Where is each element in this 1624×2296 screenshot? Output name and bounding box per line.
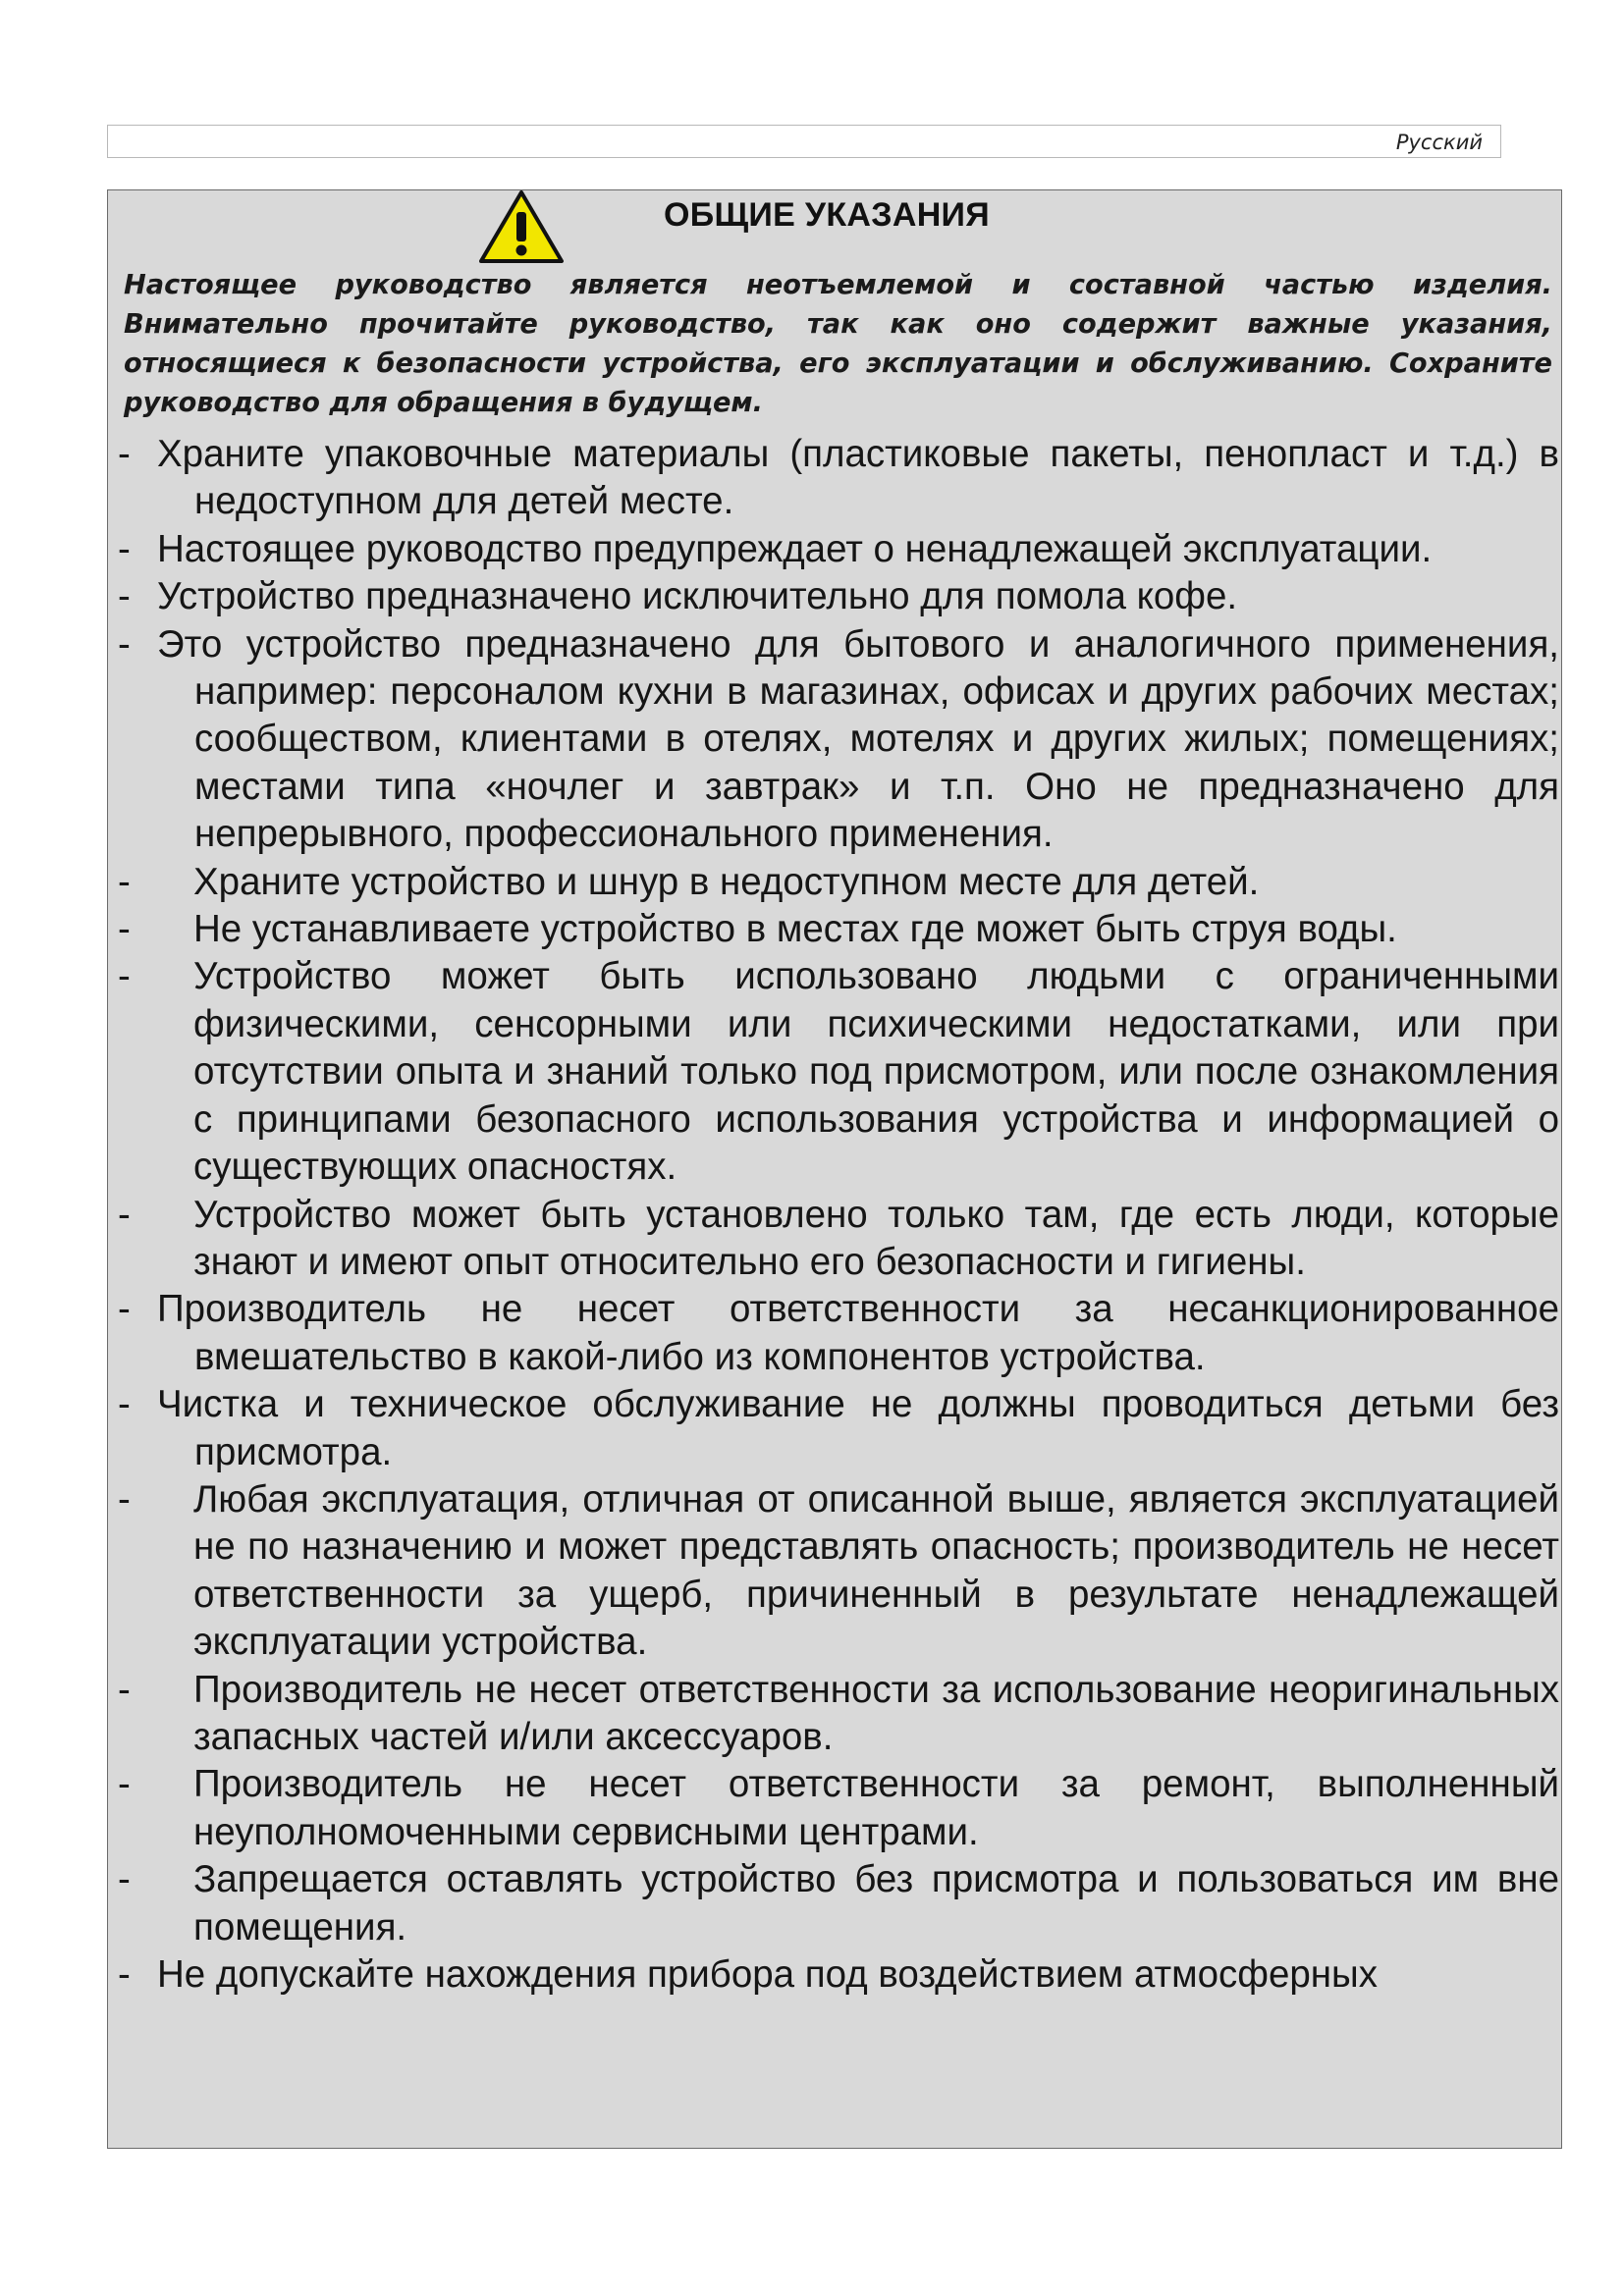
list-item-text: Устройство может быть установлено только там, где есть люди, которые знают и имеют опыт относительно его безопасности и гигиены. <box>193 1193 1559 1283</box>
list-item <box>118 1856 1559 1951</box>
list-item-text: Настоящее руководство предупреждает о ненадлежащей эксплуатации. <box>157 527 1433 570</box>
list-item-text: Храните упаковочные материалы (пластиковые пакеты, пенопласт и т.д.) в недоступном для детей месте. <box>157 433 1559 523</box>
list-item-text: Чистка и техническое обслуживание не должны проводиться детьми без присмотра. <box>157 1383 1559 1473</box>
list-dash: - <box>118 527 131 570</box>
list-item <box>118 953 1559 1191</box>
list-item-text: Устройство предназначено исключительно для помола кофе. <box>157 575 1238 618</box>
list-item <box>118 1761 1559 1856</box>
intro-paragraph: Настоящее руководство является неотъемлемой и составной частью изделия. Внимательно прочитайте руководство, так как оно содержит важные указания, относящиеся к безопасности устройства, его эксплуатации и обслуживанию. Сохраните руководство для обращения в будущем. <box>124 270 1552 418</box>
list-item-text: Не допускайте нахождения прибора под воздействием атмосферных <box>157 1953 1378 1996</box>
list-item <box>118 573 1559 620</box>
list-dash: - <box>118 433 131 475</box>
list-item-text: Производитель не несет ответственности за несанкционированное вмешательство в какой-либо из компонентов устройства. <box>157 1288 1559 1378</box>
list-item-text: Устройство может быть использовано людьми с ограниченными физическими, сенсорными или психическими недостатками, или при отсутствии опыта и знаний только под присмотром, или после ознакомления с принципами безопасного использования устройства и информацией о существующих опасностях. <box>193 955 1559 1189</box>
list-item <box>118 526 1559 573</box>
section-title: ОБЩИЕ УКАЗАНИЯ <box>664 196 991 234</box>
list-item <box>118 1951 1562 1999</box>
list-dash: - <box>118 1477 131 1521</box>
list-item-text: Не устанавливаете устройство в местах где может быть струя воды. <box>193 908 1397 951</box>
warning-triangle-icon <box>477 189 566 265</box>
list-dash: - <box>118 1763 131 1806</box>
list-item <box>118 859 1559 906</box>
list-item <box>118 906 1559 953</box>
list-item <box>118 1476 1559 1667</box>
list-dash: - <box>118 860 131 903</box>
page-header-bar <box>107 125 1501 158</box>
list-item-text: Производитель не несет ответственности за использование неоригинальных запасных частей и/или аксессуаров. <box>193 1668 1559 1758</box>
list-item-text: Это устройство предназначено для бытового и аналогичного применения, например: персоналом кухни в магазинах, офисах и других рабочих местах; сообществом, клиентами в отелях, мотелях и других жилых; помещениях; местами типа «ночлег и завтрак» и т.п. Оно не предназначено для непрерывного, профессионального применения. <box>157 622 1559 856</box>
list-item <box>118 621 1559 859</box>
list-dash: - <box>118 1288 131 1331</box>
list-item <box>118 1192 1559 1287</box>
list-item-text: Храните устройство и шнур в недоступном месте для детей. <box>193 860 1260 903</box>
list-dash: - <box>118 955 131 998</box>
list-item <box>118 1667 1559 1762</box>
list-dash: - <box>118 1953 131 1996</box>
list-item-text: Запрещается оставлять устройство без присмотра и пользоваться им вне помещения. <box>193 1858 1559 1949</box>
safety-instructions-list <box>118 431 1562 1999</box>
list-item <box>118 1381 1559 1476</box>
list-dash: - <box>118 1383 131 1426</box>
list-dash: - <box>118 908 131 951</box>
list-dash: - <box>118 1193 131 1236</box>
general-instructions-panel <box>107 189 1562 2149</box>
list-dash: - <box>118 575 131 618</box>
list-dash: - <box>118 1858 131 1901</box>
language-label: Русский <box>1395 131 1483 154</box>
list-item <box>118 1286 1559 1381</box>
list-dash: - <box>118 1668 131 1711</box>
list-item <box>118 431 1559 526</box>
list-item-text: Производитель не несет ответственности за ремонт, выполненный неуполномоченными сервисными центрами. <box>193 1763 1559 1853</box>
list-dash: - <box>118 622 131 666</box>
list-item-text: Любая эксплуатация, отличная от описанной выше, является эксплуатацией не по назначению и может представлять опасность; производитель не несет ответственности за ущерб, причиненный в результате ненадлежащей эксплуатации устройства. <box>193 1477 1559 1664</box>
